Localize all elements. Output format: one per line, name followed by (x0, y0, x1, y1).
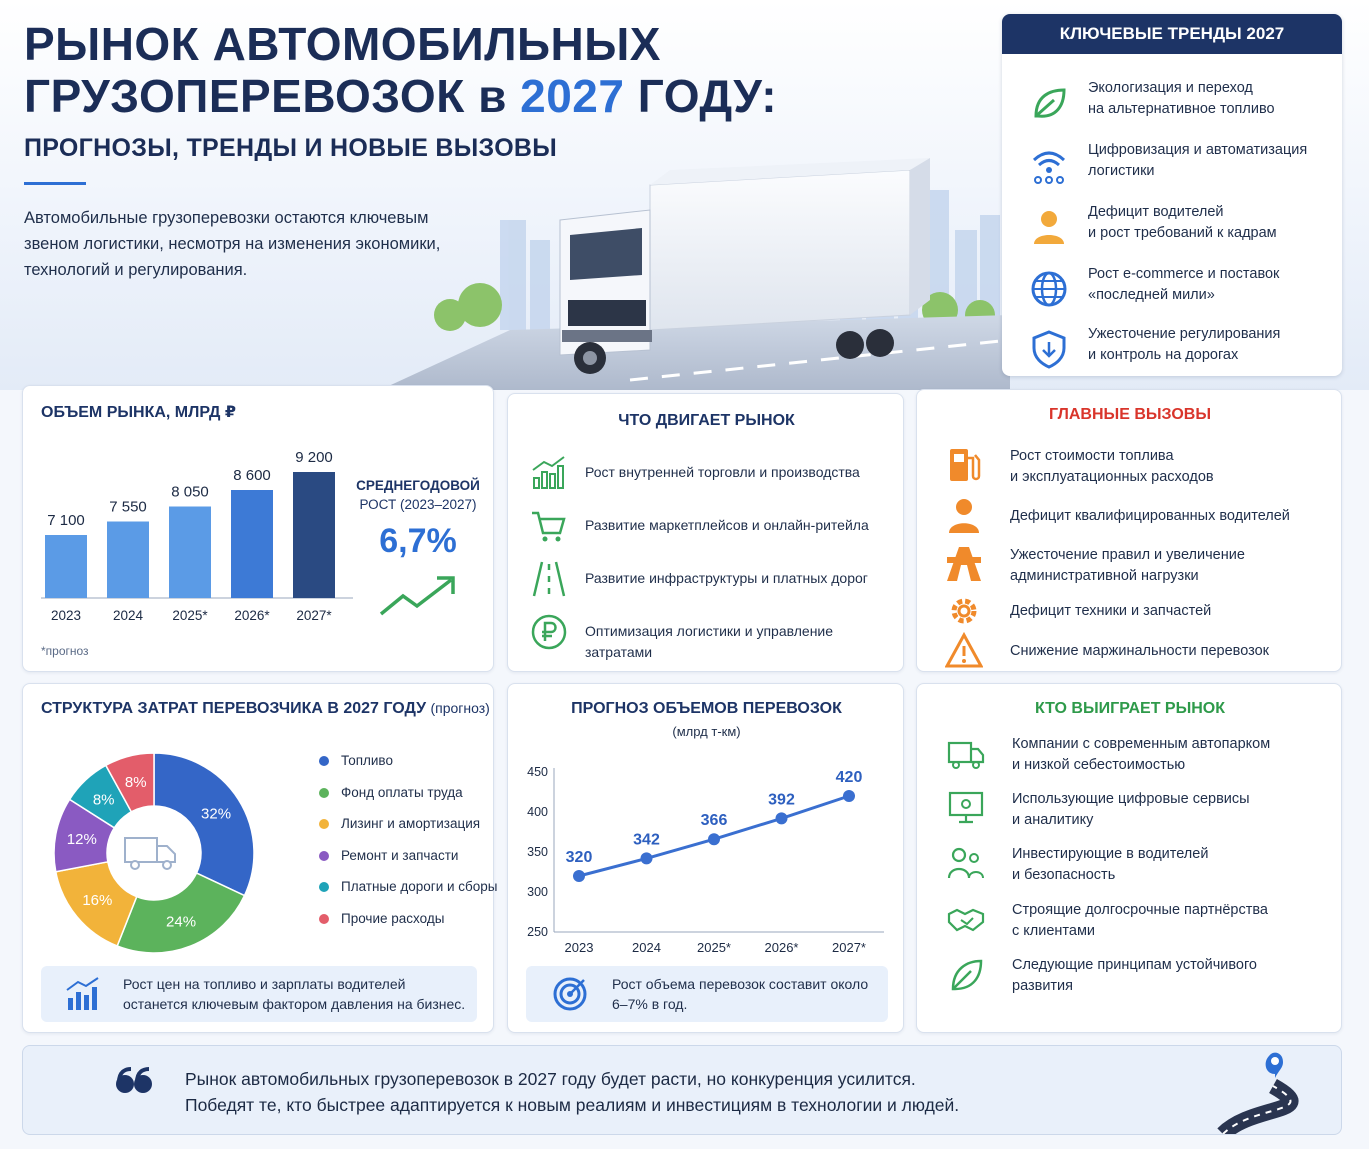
gear-icon (945, 592, 983, 630)
legend-label: Ремонт и запчасти (341, 847, 459, 863)
x-tick-label: 2024 (632, 940, 661, 955)
forecast-note-text: Рост объема перевозок составит около 6–7% в год. (612, 976, 869, 1012)
y-tick-label: 350 (527, 845, 548, 859)
challenge-line-1: Рост стоимости топлива (1010, 448, 1174, 464)
conclusion-line-1: Рынок автомобильных грузоперевозок в 2027 году будет расти, но конкуренция усилится. (185, 1069, 916, 1089)
donut-slice-label: 24% (166, 913, 197, 931)
cagr-value: 6,7% (379, 522, 457, 560)
bar-value-label: 8 050 (171, 483, 209, 501)
bar-category-label: 2025* (172, 608, 208, 623)
market-bar (169, 507, 211, 599)
donut-slice-label: 8% (124, 773, 147, 791)
warning-icon (945, 632, 983, 670)
trend-text (1088, 324, 1336, 366)
donut-slice-label: 16% (82, 891, 113, 909)
leaf-icon (947, 955, 985, 993)
bar-category-label: 2024 (112, 608, 144, 623)
winners-title: КТО ВЫИГРАЕТ РЫНОК (1034, 700, 1226, 717)
cost-note-box (41, 966, 477, 1022)
challenge-text: Снижение маржинальности перевозок (1010, 643, 1269, 659)
trend-item (1002, 260, 1342, 316)
intro-text: Автомобильные грузоперевозки остаются ключевым звеном логистики, несмотря на изменения экономики, технологий и регулирования. (24, 209, 441, 279)
trend-line-1: Экологизация и переход (1088, 80, 1253, 96)
driver-text: Развитие маркетплейсов и онлайн-ритейла (585, 517, 869, 533)
trend-line-1: Рост e-commerce и поставок (1088, 266, 1280, 282)
line-point (573, 870, 585, 882)
line-value-label: 366 (700, 812, 728, 830)
volume-forecast-title: ПРОГНОЗ ОБЪЕМОВ ПЕРЕВОЗОК (571, 700, 842, 717)
title-divider (24, 182, 86, 185)
cagr-label-line-2: РОСТ (2023–2027) (359, 497, 477, 512)
challenge-item (945, 592, 1340, 632)
winner-text (1012, 955, 1257, 997)
trend-text (1088, 202, 1336, 244)
line-point (776, 812, 788, 824)
winner-line-2: с клиентами (1012, 923, 1096, 939)
challenge-item (945, 632, 1340, 672)
volume-forecast-card (507, 683, 904, 1033)
driver-text: Развитие инфраструктуры и платных дорог (585, 570, 868, 586)
truck-icon (125, 838, 175, 869)
title-year: 2027 (520, 70, 625, 122)
main-challenges-card (916, 389, 1342, 672)
forecast-footnote: *прогноз (41, 644, 89, 658)
truck-scene-illustration (380, 140, 1010, 390)
trend-line-1: Дефицит водителей (1088, 204, 1224, 220)
trend-line-2: и контроль на дорогах (1088, 347, 1239, 363)
winner-item (947, 900, 1337, 944)
winner-item (947, 789, 1337, 833)
bar-category-label: 2026* (234, 608, 270, 623)
winner-line-2: и безопасность (1012, 867, 1116, 883)
y-tick-label: 400 (527, 805, 548, 819)
cost-donut-chart (49, 748, 259, 958)
monitor-icon (947, 789, 985, 827)
bar-value-label: 8 600 (233, 467, 271, 484)
trend-text (1088, 140, 1336, 182)
trend-line-2: и рост требований к кадрам (1088, 225, 1277, 241)
winner-line-1: Строящие долгосрочные партнёрства (1012, 902, 1268, 918)
road-barrier-icon (945, 545, 983, 583)
winner-text (1012, 734, 1270, 776)
truck-icon (947, 734, 985, 772)
trend-line-2: на альтернативное топливо (1088, 101, 1275, 117)
market-bar (45, 535, 87, 598)
ruble-coin-icon (530, 613, 568, 651)
driver-text: Рост внутренней торговли и производства (585, 464, 860, 480)
line-point (708, 833, 720, 845)
legend-label: Прочие расходы (341, 910, 445, 926)
legend-swatch (319, 756, 329, 766)
winner-line-1: Инвестирующие в водителей (1012, 846, 1209, 862)
legend-label: Лизинг и амортизация (341, 816, 481, 831)
road-icon (530, 560, 568, 598)
donut-slice-label: 12% (66, 831, 97, 849)
growth-arrow-icon (377, 572, 461, 620)
title-line-2 (24, 70, 777, 122)
line-value-label: 420 (835, 769, 863, 786)
winner-line-1: Компании с современным автопарком (1012, 736, 1271, 752)
x-tick-label: 2023 (564, 940, 594, 955)
winner-item (947, 955, 1337, 999)
line-value-label: 320 (565, 849, 593, 866)
donut-slice (154, 753, 254, 896)
challenge-text (1010, 545, 1245, 587)
challenge-line-1: Ужесточение правил и увеличение (1010, 547, 1245, 563)
winner-line-2: и низкой себестоимостью (1012, 757, 1186, 773)
market-drivers-title: ЧТО ДВИГАЕТ РЫНОК (618, 412, 795, 429)
page-subtitle: ПРОГНОЗЫ, ТРЕНДЫ И НОВЫЕ ВЫЗОВЫ (24, 134, 558, 162)
key-trends-panel (1002, 14, 1342, 376)
x-tick-label: 2026* (764, 940, 799, 955)
trend-line-2: логистики (1088, 163, 1155, 179)
conclusion-line-2: Победят те, кто быстрее адаптируется к новым реалиям и инвестициям в технологии и людей. (185, 1095, 960, 1115)
market-volume-card (22, 385, 494, 672)
trend-item (1002, 198, 1342, 254)
cost-title-text: СТРУКТУРА ЗАТРАТ ПЕРЕВОЗЧИКА В 2027 ГОДУ (41, 700, 427, 717)
bar-value-label: 7 550 (109, 498, 147, 516)
x-tick-label: 2025* (697, 940, 731, 955)
challenge-item (945, 446, 1340, 490)
challenge-line-2: административной нагрузки (1010, 568, 1199, 584)
y-tick-label: 250 (527, 925, 548, 939)
legend-label: Фонд оплаты труда (341, 784, 463, 800)
people-icon (947, 844, 985, 882)
line-value-label: 342 (633, 831, 660, 849)
winner-item (947, 844, 1337, 888)
legend-swatch (319, 882, 329, 892)
line-point (843, 790, 855, 802)
main-challenges-title: ГЛАВНЫЕ ВЫЗОВЫ (1048, 406, 1212, 423)
title-line-1: РЫНОК АВТОМОБИЛЬНЫХ (24, 18, 661, 70)
winner-line-2: развития (1012, 978, 1074, 994)
market-drivers-card (507, 393, 904, 672)
y-tick-label: 300 (527, 885, 548, 899)
growth-chart-icon (65, 976, 103, 1012)
driver-icon (1028, 206, 1070, 248)
conclusion-banner (22, 1045, 1342, 1135)
bar-category-label: 2027* (296, 608, 332, 623)
challenge-text (1010, 446, 1214, 488)
cost-structure-card (22, 683, 498, 1033)
trend-text (1088, 264, 1336, 306)
road-map-illustration (1213, 1034, 1341, 1134)
donut-slice-label: 8% (92, 791, 115, 809)
trend-item (1002, 136, 1342, 192)
page-title (24, 18, 777, 122)
line-point (641, 852, 653, 864)
growth-chart-icon (530, 454, 568, 492)
trend-item (1002, 74, 1342, 130)
trend-text (1088, 78, 1336, 120)
driver-item (530, 613, 900, 660)
cost-title-suffix: (прогноз) (430, 700, 490, 716)
legend-label: Топливо (341, 753, 393, 768)
line-value-label: 392 (768, 791, 795, 809)
conclusion-text (185, 1066, 1185, 1118)
trend-line-2: «последней мили» (1088, 287, 1215, 303)
cagr-label (353, 476, 483, 514)
challenge-line-2: и эксплуатационных расходов (1010, 469, 1214, 485)
winner-line-1: Следующие принципам устойчивого (1012, 957, 1257, 973)
donut-slice-label: 32% (201, 805, 232, 823)
legend-swatch (319, 788, 329, 798)
driver-item (530, 560, 900, 600)
x-tick-label: 2027* (832, 940, 866, 955)
key-trends-title: КЛЮЧЕВЫЕ ТРЕНДЫ 2027 (1002, 14, 1342, 54)
target-icon (552, 976, 588, 1012)
driver-item (530, 507, 900, 547)
cagr-label-line-1: СРЕДНЕГОДОВОЙ (356, 478, 480, 493)
person-icon (945, 496, 983, 534)
leaf-icon (1028, 82, 1070, 124)
globe-icon (1028, 268, 1070, 310)
handshake-icon (947, 900, 985, 938)
winner-line-1: Использующие цифровые сервисы (1012, 791, 1250, 807)
market-bar-chart (33, 436, 363, 636)
trend-line-1: Ужесточение регулирования (1088, 326, 1281, 342)
legend-swatch (319, 851, 329, 861)
winner-line-2: и аналитику (1012, 812, 1094, 828)
volume-line-chart (514, 758, 899, 958)
legend-swatch (319, 914, 329, 924)
winner-text (1012, 900, 1268, 942)
winners-card (916, 683, 1342, 1033)
driver-text: Оптимизация логистики и управление затратами (585, 623, 834, 660)
legend-label: Платные дороги и сборы (341, 879, 498, 894)
wifi-network-icon (1028, 144, 1070, 186)
bar-value-label: 7 100 (47, 512, 85, 529)
bar-value-label: 9 200 (295, 449, 333, 466)
quote-icon (115, 1066, 153, 1100)
challenge-text: Дефицит квалифицированных водителей (1010, 508, 1290, 524)
bar-category-label: 2023 (50, 608, 82, 623)
challenge-text: Дефицит техники и запчастей (1010, 603, 1212, 619)
forecast-note-box (526, 966, 888, 1022)
winner-item (947, 734, 1337, 778)
title-part-b: ГОДУ: (624, 70, 778, 122)
cost-structure-title (41, 700, 490, 718)
market-bar (231, 490, 273, 598)
legend-swatch (319, 819, 329, 829)
y-tick-label: 450 (527, 765, 548, 779)
shield-icon (1028, 328, 1070, 370)
title-part-a: ГРУЗОПЕРЕВОЗОК в (24, 70, 521, 122)
trend-item (1002, 320, 1342, 376)
challenge-item (945, 496, 1340, 536)
market-volume-title: ОБЪЕМ РЫНКА, МЛРД ₽ (41, 404, 236, 421)
shopping-cart-icon (530, 507, 568, 545)
driver-item (530, 454, 900, 494)
volume-forecast-subtitle: (млрд т-км) (672, 724, 741, 739)
market-bar (293, 472, 335, 598)
fuel-pump-icon (945, 446, 983, 484)
winner-text (1012, 844, 1208, 886)
cost-note-text: Рост цен на топливо и зарплаты водителей останется ключевым фактором давления на бизнес. (123, 976, 466, 1012)
market-bar (107, 522, 149, 599)
winner-text (1012, 789, 1250, 831)
challenge-item (945, 545, 1340, 589)
trend-line-1: Цифровизация и автоматизация (1088, 142, 1308, 158)
